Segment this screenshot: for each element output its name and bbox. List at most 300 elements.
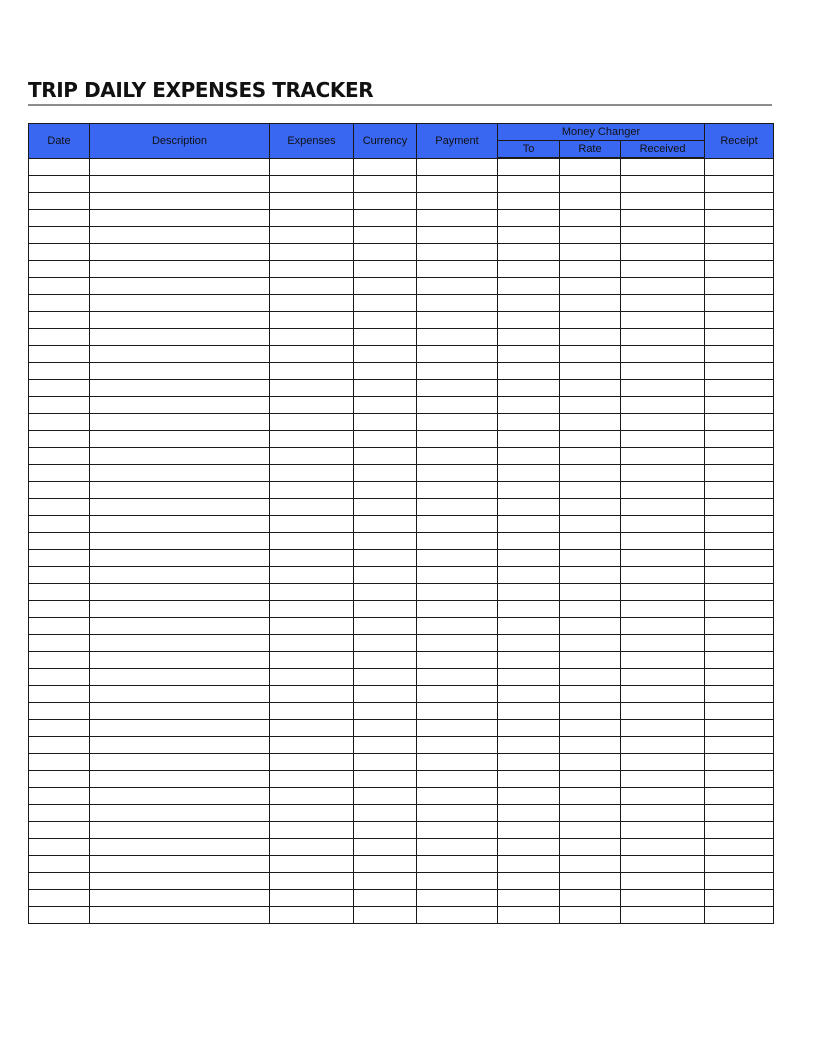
cell-currency[interactable] (354, 618, 417, 635)
cell-description[interactable] (90, 771, 270, 788)
cell-receipt[interactable] (705, 669, 774, 686)
cell-receipt[interactable] (705, 193, 774, 210)
cell-payment[interactable] (417, 873, 498, 890)
cell-description[interactable] (90, 329, 270, 346)
cell-expenses[interactable] (270, 839, 354, 856)
cell-expenses[interactable] (270, 363, 354, 380)
cell-received[interactable] (621, 652, 705, 669)
cell-currency[interactable] (354, 890, 417, 907)
cell-currency[interactable] (354, 907, 417, 924)
cell-description[interactable] (90, 261, 270, 278)
cell-date[interactable] (29, 584, 90, 601)
cell-rate[interactable] (560, 907, 621, 924)
cell-receipt[interactable] (705, 448, 774, 465)
cell-description[interactable] (90, 584, 270, 601)
cell-currency[interactable] (354, 380, 417, 397)
cell-received[interactable] (621, 244, 705, 261)
cell-expenses[interactable] (270, 856, 354, 873)
cell-to[interactable] (498, 805, 560, 822)
cell-rate[interactable] (560, 482, 621, 499)
cell-payment[interactable] (417, 720, 498, 737)
cell-expenses[interactable] (270, 686, 354, 703)
cell-description[interactable] (90, 278, 270, 295)
cell-description[interactable] (90, 244, 270, 261)
cell-rate[interactable] (560, 448, 621, 465)
cell-received[interactable] (621, 550, 705, 567)
cell-received[interactable] (621, 158, 705, 176)
cell-received[interactable] (621, 431, 705, 448)
cell-payment[interactable] (417, 856, 498, 873)
cell-rate[interactable] (560, 346, 621, 363)
cell-rate[interactable] (560, 465, 621, 482)
cell-description[interactable] (90, 210, 270, 227)
cell-to[interactable] (498, 873, 560, 890)
cell-receipt[interactable] (705, 703, 774, 720)
cell-to[interactable] (498, 278, 560, 295)
cell-received[interactable] (621, 839, 705, 856)
cell-date[interactable] (29, 516, 90, 533)
cell-to[interactable] (498, 312, 560, 329)
cell-payment[interactable] (417, 533, 498, 550)
cell-description[interactable] (90, 788, 270, 805)
cell-receipt[interactable] (705, 227, 774, 244)
cell-to[interactable] (498, 346, 560, 363)
cell-to[interactable] (498, 329, 560, 346)
cell-rate[interactable] (560, 261, 621, 278)
cell-expenses[interactable] (270, 261, 354, 278)
cell-received[interactable] (621, 278, 705, 295)
cell-currency[interactable] (354, 261, 417, 278)
cell-receipt[interactable] (705, 499, 774, 516)
cell-expenses[interactable] (270, 380, 354, 397)
cell-payment[interactable] (417, 890, 498, 907)
cell-date[interactable] (29, 380, 90, 397)
cell-date[interactable] (29, 448, 90, 465)
cell-to[interactable] (498, 720, 560, 737)
cell-currency[interactable] (354, 669, 417, 686)
cell-to[interactable] (498, 158, 560, 176)
cell-expenses[interactable] (270, 346, 354, 363)
cell-description[interactable] (90, 176, 270, 193)
cell-rate[interactable] (560, 193, 621, 210)
cell-receipt[interactable] (705, 754, 774, 771)
cell-to[interactable] (498, 210, 560, 227)
cell-to[interactable] (498, 431, 560, 448)
cell-to[interactable] (498, 907, 560, 924)
cell-currency[interactable] (354, 601, 417, 618)
cell-expenses[interactable] (270, 329, 354, 346)
cell-payment[interactable] (417, 754, 498, 771)
cell-payment[interactable] (417, 771, 498, 788)
cell-currency[interactable] (354, 686, 417, 703)
cell-description[interactable] (90, 754, 270, 771)
cell-to[interactable] (498, 669, 560, 686)
cell-description[interactable] (90, 431, 270, 448)
cell-expenses[interactable] (270, 448, 354, 465)
cell-receipt[interactable] (705, 907, 774, 924)
cell-date[interactable] (29, 431, 90, 448)
cell-description[interactable] (90, 669, 270, 686)
cell-description[interactable] (90, 397, 270, 414)
cell-description[interactable] (90, 652, 270, 669)
cell-rate[interactable] (560, 822, 621, 839)
cell-rate[interactable] (560, 499, 621, 516)
cell-currency[interactable] (354, 227, 417, 244)
cell-expenses[interactable] (270, 465, 354, 482)
cell-to[interactable] (498, 448, 560, 465)
cell-receipt[interactable] (705, 635, 774, 652)
cell-currency[interactable] (354, 499, 417, 516)
cell-received[interactable] (621, 788, 705, 805)
cell-date[interactable] (29, 261, 90, 278)
cell-expenses[interactable] (270, 414, 354, 431)
cell-description[interactable] (90, 312, 270, 329)
cell-payment[interactable] (417, 686, 498, 703)
cell-to[interactable] (498, 771, 560, 788)
cell-received[interactable] (621, 414, 705, 431)
cell-to[interactable] (498, 788, 560, 805)
cell-received[interactable] (621, 771, 705, 788)
cell-date[interactable] (29, 278, 90, 295)
cell-currency[interactable] (354, 193, 417, 210)
cell-date[interactable] (29, 737, 90, 754)
cell-payment[interactable] (417, 465, 498, 482)
cell-payment[interactable] (417, 278, 498, 295)
cell-rate[interactable] (560, 533, 621, 550)
cell-received[interactable] (621, 533, 705, 550)
cell-description[interactable] (90, 567, 270, 584)
cell-rate[interactable] (560, 567, 621, 584)
cell-rate[interactable] (560, 244, 621, 261)
cell-receipt[interactable] (705, 873, 774, 890)
cell-received[interactable] (621, 890, 705, 907)
cell-date[interactable] (29, 907, 90, 924)
cell-payment[interactable] (417, 703, 498, 720)
cell-currency[interactable] (354, 329, 417, 346)
cell-received[interactable] (621, 397, 705, 414)
cell-receipt[interactable] (705, 465, 774, 482)
cell-description[interactable] (90, 363, 270, 380)
cell-payment[interactable] (417, 312, 498, 329)
cell-expenses[interactable] (270, 244, 354, 261)
cell-rate[interactable] (560, 550, 621, 567)
cell-date[interactable] (29, 720, 90, 737)
cell-payment[interactable] (417, 158, 498, 176)
cell-payment[interactable] (417, 431, 498, 448)
cell-receipt[interactable] (705, 176, 774, 193)
cell-rate[interactable] (560, 176, 621, 193)
cell-to[interactable] (498, 652, 560, 669)
cell-payment[interactable] (417, 567, 498, 584)
cell-receipt[interactable] (705, 839, 774, 856)
cell-receipt[interactable] (705, 516, 774, 533)
cell-to[interactable] (498, 465, 560, 482)
cell-currency[interactable] (354, 720, 417, 737)
cell-expenses[interactable] (270, 176, 354, 193)
cell-received[interactable] (621, 329, 705, 346)
cell-payment[interactable] (417, 448, 498, 465)
cell-received[interactable] (621, 346, 705, 363)
cell-expenses[interactable] (270, 754, 354, 771)
cell-received[interactable] (621, 856, 705, 873)
cell-receipt[interactable] (705, 482, 774, 499)
cell-payment[interactable] (417, 329, 498, 346)
cell-rate[interactable] (560, 754, 621, 771)
cell-received[interactable] (621, 567, 705, 584)
cell-description[interactable] (90, 907, 270, 924)
cell-description[interactable] (90, 873, 270, 890)
cell-currency[interactable] (354, 244, 417, 261)
cell-rate[interactable] (560, 652, 621, 669)
cell-currency[interactable] (354, 822, 417, 839)
cell-received[interactable] (621, 482, 705, 499)
cell-receipt[interactable] (705, 158, 774, 176)
cell-rate[interactable] (560, 839, 621, 856)
cell-payment[interactable] (417, 788, 498, 805)
cell-currency[interactable] (354, 176, 417, 193)
cell-expenses[interactable] (270, 482, 354, 499)
cell-date[interactable] (29, 703, 90, 720)
cell-rate[interactable] (560, 737, 621, 754)
cell-description[interactable] (90, 856, 270, 873)
cell-to[interactable] (498, 737, 560, 754)
cell-currency[interactable] (354, 856, 417, 873)
cell-to[interactable] (498, 856, 560, 873)
cell-receipt[interactable] (705, 856, 774, 873)
cell-expenses[interactable] (270, 873, 354, 890)
cell-received[interactable] (621, 720, 705, 737)
cell-rate[interactable] (560, 720, 621, 737)
cell-date[interactable] (29, 397, 90, 414)
cell-payment[interactable] (417, 210, 498, 227)
cell-expenses[interactable] (270, 227, 354, 244)
cell-expenses[interactable] (270, 158, 354, 176)
cell-expenses[interactable] (270, 601, 354, 618)
cell-description[interactable] (90, 533, 270, 550)
cell-received[interactable] (621, 227, 705, 244)
cell-description[interactable] (90, 158, 270, 176)
cell-currency[interactable] (354, 533, 417, 550)
cell-payment[interactable] (417, 550, 498, 567)
cell-currency[interactable] (354, 431, 417, 448)
cell-date[interactable] (29, 669, 90, 686)
cell-date[interactable] (29, 346, 90, 363)
cell-date[interactable] (29, 822, 90, 839)
cell-expenses[interactable] (270, 193, 354, 210)
cell-currency[interactable] (354, 363, 417, 380)
cell-description[interactable] (90, 822, 270, 839)
cell-expenses[interactable] (270, 567, 354, 584)
cell-received[interactable] (621, 686, 705, 703)
cell-receipt[interactable] (705, 618, 774, 635)
cell-receipt[interactable] (705, 278, 774, 295)
cell-payment[interactable] (417, 244, 498, 261)
cell-expenses[interactable] (270, 907, 354, 924)
cell-description[interactable] (90, 601, 270, 618)
cell-expenses[interactable] (270, 295, 354, 312)
cell-receipt[interactable] (705, 771, 774, 788)
cell-to[interactable] (498, 686, 560, 703)
cell-date[interactable] (29, 158, 90, 176)
cell-currency[interactable] (354, 839, 417, 856)
cell-currency[interactable] (354, 448, 417, 465)
cell-date[interactable] (29, 533, 90, 550)
cell-date[interactable] (29, 618, 90, 635)
cell-to[interactable] (498, 567, 560, 584)
cell-description[interactable] (90, 193, 270, 210)
cell-description[interactable] (90, 346, 270, 363)
cell-expenses[interactable] (270, 805, 354, 822)
cell-rate[interactable] (560, 210, 621, 227)
cell-date[interactable] (29, 329, 90, 346)
cell-payment[interactable] (417, 176, 498, 193)
cell-received[interactable] (621, 907, 705, 924)
cell-payment[interactable] (417, 346, 498, 363)
cell-description[interactable] (90, 550, 270, 567)
cell-to[interactable] (498, 193, 560, 210)
cell-payment[interactable] (417, 227, 498, 244)
cell-rate[interactable] (560, 873, 621, 890)
cell-rate[interactable] (560, 703, 621, 720)
cell-to[interactable] (498, 890, 560, 907)
cell-to[interactable] (498, 244, 560, 261)
cell-rate[interactable] (560, 431, 621, 448)
cell-date[interactable] (29, 227, 90, 244)
cell-date[interactable] (29, 550, 90, 567)
cell-expenses[interactable] (270, 312, 354, 329)
cell-expenses[interactable] (270, 720, 354, 737)
cell-received[interactable] (621, 516, 705, 533)
cell-payment[interactable] (417, 907, 498, 924)
cell-receipt[interactable] (705, 397, 774, 414)
cell-expenses[interactable] (270, 278, 354, 295)
cell-currency[interactable] (354, 278, 417, 295)
cell-payment[interactable] (417, 805, 498, 822)
cell-to[interactable] (498, 635, 560, 652)
cell-date[interactable] (29, 890, 90, 907)
cell-date[interactable] (29, 601, 90, 618)
cell-description[interactable] (90, 227, 270, 244)
cell-received[interactable] (621, 873, 705, 890)
cell-to[interactable] (498, 839, 560, 856)
cell-currency[interactable] (354, 516, 417, 533)
cell-receipt[interactable] (705, 329, 774, 346)
cell-payment[interactable] (417, 635, 498, 652)
cell-expenses[interactable] (270, 635, 354, 652)
cell-payment[interactable] (417, 414, 498, 431)
cell-date[interactable] (29, 686, 90, 703)
cell-date[interactable] (29, 873, 90, 890)
cell-expenses[interactable] (270, 703, 354, 720)
cell-received[interactable] (621, 210, 705, 227)
cell-rate[interactable] (560, 363, 621, 380)
cell-rate[interactable] (560, 414, 621, 431)
cell-rate[interactable] (560, 516, 621, 533)
cell-payment[interactable] (417, 363, 498, 380)
cell-expenses[interactable] (270, 788, 354, 805)
cell-description[interactable] (90, 686, 270, 703)
cell-rate[interactable] (560, 669, 621, 686)
cell-description[interactable] (90, 465, 270, 482)
cell-received[interactable] (621, 380, 705, 397)
cell-received[interactable] (621, 584, 705, 601)
cell-receipt[interactable] (705, 533, 774, 550)
cell-rate[interactable] (560, 312, 621, 329)
cell-currency[interactable] (354, 737, 417, 754)
cell-receipt[interactable] (705, 822, 774, 839)
cell-received[interactable] (621, 601, 705, 618)
cell-description[interactable] (90, 703, 270, 720)
cell-expenses[interactable] (270, 771, 354, 788)
cell-receipt[interactable] (705, 805, 774, 822)
cell-payment[interactable] (417, 737, 498, 754)
cell-payment[interactable] (417, 482, 498, 499)
cell-expenses[interactable] (270, 618, 354, 635)
cell-receipt[interactable] (705, 890, 774, 907)
cell-payment[interactable] (417, 652, 498, 669)
cell-receipt[interactable] (705, 363, 774, 380)
cell-date[interactable] (29, 193, 90, 210)
cell-currency[interactable] (354, 465, 417, 482)
cell-expenses[interactable] (270, 210, 354, 227)
cell-receipt[interactable] (705, 720, 774, 737)
cell-received[interactable] (621, 261, 705, 278)
cell-received[interactable] (621, 635, 705, 652)
cell-payment[interactable] (417, 499, 498, 516)
cell-date[interactable] (29, 414, 90, 431)
cell-receipt[interactable] (705, 737, 774, 754)
cell-date[interactable] (29, 244, 90, 261)
cell-received[interactable] (621, 754, 705, 771)
cell-to[interactable] (498, 754, 560, 771)
cell-received[interactable] (621, 805, 705, 822)
cell-to[interactable] (498, 499, 560, 516)
cell-currency[interactable] (354, 703, 417, 720)
cell-rate[interactable] (560, 618, 621, 635)
cell-description[interactable] (90, 618, 270, 635)
cell-received[interactable] (621, 669, 705, 686)
cell-received[interactable] (621, 822, 705, 839)
cell-currency[interactable] (354, 652, 417, 669)
cell-date[interactable] (29, 839, 90, 856)
cell-currency[interactable] (354, 788, 417, 805)
cell-received[interactable] (621, 312, 705, 329)
cell-date[interactable] (29, 210, 90, 227)
cell-description[interactable] (90, 890, 270, 907)
cell-currency[interactable] (354, 414, 417, 431)
cell-expenses[interactable] (270, 431, 354, 448)
cell-to[interactable] (498, 261, 560, 278)
cell-received[interactable] (621, 363, 705, 380)
cell-rate[interactable] (560, 295, 621, 312)
cell-date[interactable] (29, 856, 90, 873)
cell-received[interactable] (621, 737, 705, 754)
cell-payment[interactable] (417, 193, 498, 210)
cell-to[interactable] (498, 601, 560, 618)
cell-to[interactable] (498, 703, 560, 720)
cell-receipt[interactable] (705, 295, 774, 312)
cell-received[interactable] (621, 703, 705, 720)
cell-currency[interactable] (354, 567, 417, 584)
cell-rate[interactable] (560, 158, 621, 176)
cell-currency[interactable] (354, 210, 417, 227)
cell-rate[interactable] (560, 686, 621, 703)
cell-date[interactable] (29, 635, 90, 652)
cell-description[interactable] (90, 839, 270, 856)
cell-currency[interactable] (354, 771, 417, 788)
cell-date[interactable] (29, 499, 90, 516)
cell-rate[interactable] (560, 329, 621, 346)
